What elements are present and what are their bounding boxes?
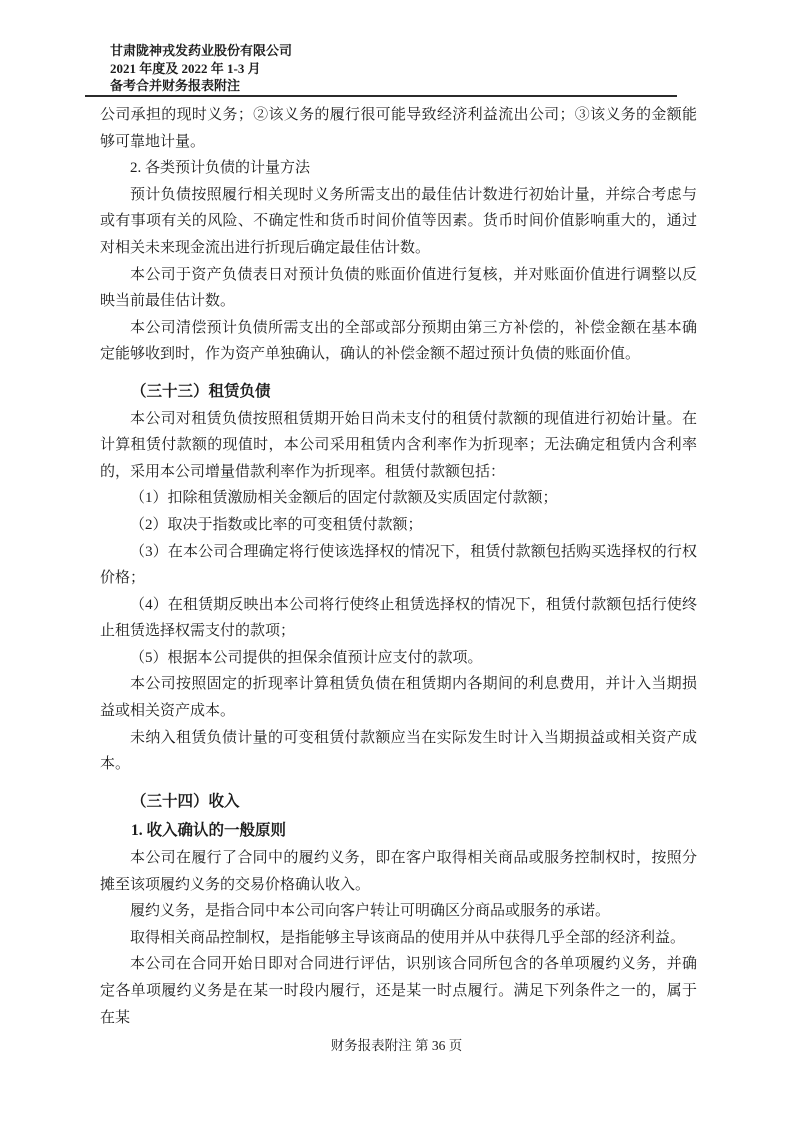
paragraph-provision-initial-measure: 预计负债按照履行相关现时义务所需支出的最佳估计数进行初始计量，并综合考虑与或有事项有关的风险、不确定性和货币时间价值等因素。货币时间价值影响重大的，通过对相关未来现金流出进行折现后确定最佳估计数。 — [100, 186, 697, 256]
page-header — [110, 42, 292, 95]
list-item-lease-5: （5）根据本公司提供的担保余值预计应支付的款项。 — [130, 649, 483, 666]
section-heading-revenue: （三十四）收入 — [131, 792, 240, 810]
paragraph-provision-compensation: 本公司清偿预计负债所需支出的全部或部分预期由第三方补偿的，补偿金额在基本确定能够收到时，作为资产单独确认，确认的补偿金额不超过预计负债的账面价值。 — [100, 319, 697, 363]
paragraph-variable-lease-payments: 未纳入租赁负债计量的可变租赁付款额应当在实际发生时计入当期损益或相关资产成本。 — [100, 729, 697, 773]
header-company-name: 甘肃陇神戎发药业股份有限公司 — [110, 43, 293, 58]
list-item-lease-1: （1）扣除租赁激励相关金额后的固定付款额及实质固定付款额； — [130, 490, 558, 507]
header-divider-rule — [85, 95, 677, 97]
paragraph-contract-assessment: 本公司在合同开始日即对合同进行评估，识别该合同所包含的各单项履约义务，并确定各单项履约义务是在某一时段内履行，还是某一时点履行。满足下列条件之一的，属于在某 — [100, 956, 697, 1026]
page-footer — [0, 1034, 793, 1054]
list-item-lease-2: （2）取决于指数或比率的可变租赁付款额； — [130, 516, 423, 533]
paragraph-continuation: 公司承担的现时义务；②该义务的履行很可能导致经济利益流出公司；③该义务的金额能够可靠地计量。 — [100, 107, 697, 150]
header-report-period: 2021 年度及 2022 年 1-3 月 — [110, 60, 261, 76]
paragraph-control-of-goods: 取得相关商品控制权，是指能够主导该商品的使用并从中获得几乎全部的经济利益。 — [130, 929, 686, 946]
paragraph-revenue-recognition: 本公司在履行了合同中的履约义务，即在客户取得相关商品或服务控制权时，按照分摊至该项履约义务的交易价格确认收入。 — [100, 850, 697, 893]
list-item-measurement-methods: 2. 各类预计负债的计量方法 — [130, 160, 311, 177]
header-report-title: 备考合并财务报表附注 — [110, 78, 241, 93]
paragraph-lease-initial-measure: 本公司对租赁负债按照租赁期开始日尚未支付的租赁付款额的现值进行初始计量。在计算租赁付款额的现值时，本公司采用租赁内含利率作为折现率；无法确定租赁内含利率的，采用本公司增量借款利率作为折现率。租赁付款额包括： — [100, 410, 697, 480]
list-item-lease-4: （4）在租赁期反映出本公司将行使终止租赁选择权的情况下，租赁付款额包括行使终止租赁选择权需支付的款项； — [100, 596, 697, 640]
paragraph-performance-obligation: 履约义务，是指合同中本公司向客户转让可明确区分商品或服务的承诺。 — [130, 903, 611, 920]
paragraph-lease-interest: 本公司按照固定的折现率计算租赁负债在租赁期内各期间的利息费用，并计入当期损益或相关资产成本。 — [100, 676, 697, 720]
section-heading-lease-liabilities: （三十三）租赁负债 — [131, 382, 271, 400]
list-item-lease-3: （3）在本公司合理确定将行使该选择权的情况下，租赁付款额包括购买选择权的行权价格； — [100, 543, 697, 587]
subsection-heading-revenue-principle: 1. 收入确认的一般原则 — [131, 822, 287, 840]
footer-page-label: 财务报表附注 第 36 页 — [330, 1038, 463, 1053]
paragraph-provision-review: 本公司于资产负债表日对预计负债的账面价值进行复核，并对账面价值进行调整以反映当前最佳估计数。 — [100, 266, 697, 310]
document-body — [100, 102, 697, 1031]
